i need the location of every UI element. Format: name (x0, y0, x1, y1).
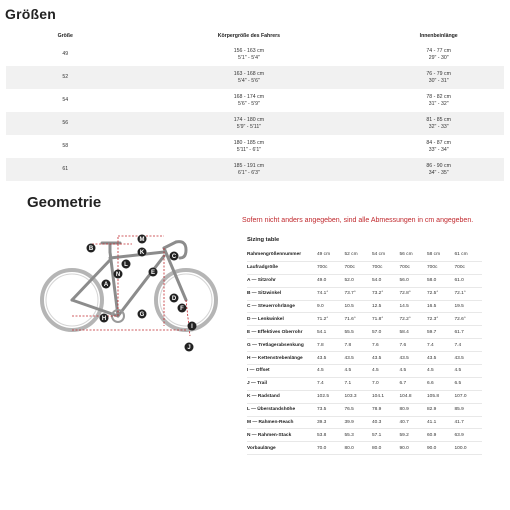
geometry-row (247, 339, 482, 352)
geometry-value: 43.5 (427, 352, 455, 365)
inseam (373, 43, 504, 66)
size-value: 58 (62, 143, 69, 149)
geometry-value: 80.0 (372, 442, 400, 455)
geometry-row (247, 429, 482, 442)
geometry-value: 9.0 (317, 300, 345, 313)
size-value: 52 (62, 74, 69, 80)
geometry-value: 7.4 (317, 377, 345, 390)
geometry-value: 4.5 (400, 365, 428, 378)
inseam-cm: 86 - 90 cm (426, 162, 451, 169)
geometry-value: 40.3 (372, 416, 400, 429)
geometry-table (247, 249, 482, 455)
diagram-label-j: J (187, 345, 191, 352)
rider-height (125, 89, 374, 112)
geometry-value: 74.1° (317, 287, 345, 300)
geometry-value: 10.5 (345, 300, 373, 313)
sizes-header-row (6, 29, 504, 43)
geometry-value: 73.2° (372, 287, 400, 300)
height-cm: 163 - 168 cm (233, 70, 265, 77)
geometry-value: 49.0 (317, 274, 345, 287)
geometry-row (247, 287, 482, 300)
diagram-label-k: K (139, 250, 145, 257)
geometry-value: 54.0 (372, 274, 400, 287)
geometry-value: 52.0 (345, 274, 373, 287)
geometry-row-label: L — Überstandshöhe (247, 403, 317, 416)
diagram-label-c: C (171, 254, 177, 261)
geometry-value: 54.1 (317, 326, 345, 339)
geometry-row (247, 352, 482, 365)
geometry-value: 41.1 (427, 416, 455, 429)
geometry-row-label: B — Sitzwinkel (247, 287, 317, 300)
geometry-row-label: M — Rahmen-Reach (247, 416, 317, 429)
size-value: 49 (62, 51, 69, 57)
geometry-value: 90.0 (427, 442, 455, 455)
geometry-value: 85.9 (455, 403, 483, 416)
inseam-cm: 74 - 77 cm (426, 47, 451, 54)
geometry-value: 73.7° (345, 287, 373, 300)
geometry-row (247, 390, 482, 403)
units-note: Sofern nicht anders angegeben, sind alle Abmessungen in cm angegeben. (242, 217, 474, 224)
inseam-in: 34" - 35" (428, 169, 449, 176)
geometry-value: 7.8 (317, 339, 345, 352)
rider-height (125, 135, 374, 158)
geometry-row-label: I — Offset (247, 365, 317, 378)
geometry-value: 61 cm (455, 249, 483, 261)
geometry-value: 43.5 (345, 352, 373, 365)
diagram-label-m: M (139, 237, 145, 244)
geometry-value: 72.3° (427, 313, 455, 326)
height-ft: 5'9" - 5'11" (236, 123, 262, 130)
geometry-value: 103.3 (345, 390, 373, 403)
geometry-value: 4.5 (345, 365, 373, 378)
geometry-value: 72.2° (400, 313, 428, 326)
inseam-in: 31" - 32" (428, 100, 449, 107)
geometry-value: 7.6 (372, 339, 400, 352)
geometry-value: 7.8 (345, 339, 373, 352)
geometry-value: 7.6 (400, 339, 428, 352)
geometry-row (247, 377, 482, 390)
geometry-value: 104.8 (400, 390, 428, 403)
sizes-row (6, 158, 504, 181)
geometry-value: 40.7 (400, 416, 428, 429)
sizing-table-title: Sizing table (247, 237, 280, 243)
size-value: 61 (62, 166, 69, 172)
geometry-row (247, 249, 482, 261)
height-ft: 5'1" - 5'4" (237, 54, 260, 61)
diagram-label-n: N (115, 272, 121, 279)
geometry-value: 54 cm (372, 249, 400, 261)
geometry-value: 39.3 (317, 416, 345, 429)
geometry-row (247, 274, 482, 287)
height-cm: 180 - 185 cm (233, 139, 265, 146)
height-cm: 185 - 191 cm (233, 162, 265, 169)
geometry-value: 59.2 (400, 429, 428, 442)
inseam-cm: 76 - 79 cm (426, 70, 451, 77)
height-cm: 174 - 180 cm (233, 116, 265, 123)
geometry-value: 71.8° (372, 313, 400, 326)
height-ft: 5'6" - 5'9" (237, 100, 260, 107)
sizes-row (6, 112, 504, 135)
geometry-value: 43.5 (317, 352, 345, 365)
geometry-value: 107.0 (455, 390, 483, 403)
geometry-row (247, 326, 482, 339)
geometry-value: 43.5 (400, 352, 428, 365)
diagram-label-f: F (180, 306, 184, 313)
diagram-label-l: L (124, 262, 128, 269)
size-value: 56 (62, 120, 69, 126)
sizes-row (6, 43, 504, 66)
height-ft: 6'1" - 6'3" (237, 169, 260, 176)
rider-height (125, 158, 374, 181)
inseam-in: 29" - 30" (428, 54, 449, 61)
sizes-row (6, 89, 504, 112)
height-cm: 168 - 174 cm (233, 93, 265, 100)
geometry-value: 700c (427, 261, 455, 274)
geometry-value: 55.3 (345, 429, 373, 442)
geometry-value: 80.9 (400, 403, 428, 416)
header-size: Größe (57, 33, 73, 39)
inseam-cm: 84 - 87 cm (426, 139, 451, 146)
geometry-row-label: A — Sitzrohr (247, 274, 317, 287)
geometry-value: 4.5 (372, 365, 400, 378)
geometry-value: 61.0 (455, 274, 483, 287)
geometry-value: 57.0 (372, 326, 400, 339)
geometry-row (247, 442, 482, 455)
diagram-label-e: E (150, 270, 156, 277)
geometry-value: 7.4 (455, 339, 483, 352)
geometry-value: 700c (345, 261, 373, 274)
geometry-row-label: G — Tretlagerabsenkung (247, 339, 317, 352)
geometry-value: 56.0 (400, 274, 428, 287)
geometry-value: 700c (317, 261, 345, 274)
sizes-row (6, 135, 504, 158)
inseam (373, 66, 504, 89)
geometry-row (247, 416, 482, 429)
geometry-value: 7.0 (372, 377, 400, 390)
geometry-value: 71.2° (317, 313, 345, 326)
geometry-value: 82.9 (427, 403, 455, 416)
rider-height (125, 43, 374, 66)
geometry-value: 39.9 (345, 416, 373, 429)
geometry-row-label: N — Rahmen-Stack (247, 429, 317, 442)
inseam-cm: 78 - 82 cm (426, 93, 451, 100)
geometry-value: 76.5 (345, 403, 373, 416)
geometry-row-label: Laufradgröße (247, 261, 317, 274)
diagram-label-b: B (88, 246, 94, 253)
header-rider-height: Körpergröße des Fahrers (217, 33, 281, 39)
geometry-value: 14.5 (400, 300, 428, 313)
inseam (373, 158, 504, 181)
sizes-row (6, 66, 504, 89)
geometry-value: 700c (455, 261, 483, 274)
inseam (373, 135, 504, 158)
geometry-row (247, 403, 482, 416)
geometry-row-label: Vorbaulänge (247, 442, 317, 455)
diagram-label-a: A (103, 282, 109, 289)
geometry-value: 78.9 (372, 403, 400, 416)
diagram-label-g: G (139, 312, 145, 319)
geometry-value: 4.5 (455, 365, 483, 378)
size-value: 54 (62, 97, 69, 103)
geometry-value: 57.1 (372, 429, 400, 442)
geometry-value: 7.4 (427, 339, 455, 352)
inseam (373, 112, 504, 135)
geometry-value: 12.5 (372, 300, 400, 313)
geometry-value: 61.7 (455, 326, 483, 339)
geometry-value: 90.0 (400, 442, 428, 455)
geometry-value: 700c (372, 261, 400, 274)
rider-height (125, 66, 374, 89)
geometry-value: 100.0 (455, 442, 483, 455)
geometry-value: 52 cm (345, 249, 373, 261)
geometry-row (247, 261, 482, 274)
diagram-label-d: D (171, 296, 177, 303)
sizes-title: Größen (5, 6, 56, 22)
header-inseam: Innenbeinlänge (419, 33, 458, 39)
rider-height (125, 112, 374, 135)
height-ft: 5'11" - 6'1" (236, 146, 262, 153)
diagram-label-h: H (101, 316, 107, 323)
geometry-value: 59.7 (427, 326, 455, 339)
inseam-in: 33" - 34" (428, 146, 449, 153)
geometry-value: 63.9 (455, 429, 483, 442)
geometry-value: 56 cm (400, 249, 428, 261)
geometry-value: 58.0 (427, 274, 455, 287)
geometry-value: 105.8 (427, 390, 455, 403)
geometry-row-label: J — Trail (247, 377, 317, 390)
geometry-value: 43.5 (455, 352, 483, 365)
geometry-value: 43.5 (372, 352, 400, 365)
geometry-value: 102.5 (317, 390, 345, 403)
sizes-table (6, 29, 504, 181)
geometry-row-label: C — Steuerrohrlänge (247, 300, 317, 313)
geometry-value: 7.1 (345, 377, 373, 390)
geometry-value: 60.9 (427, 429, 455, 442)
height-cm: 156 - 163 cm (233, 47, 265, 54)
geometry-value: 72.6° (455, 313, 483, 326)
diagram-label-i: I (191, 324, 193, 331)
geometry-row (247, 313, 482, 326)
geometry-value: 72.8° (400, 287, 428, 300)
geometry-value: 41.7 (455, 416, 483, 429)
geometry-value: 70.0 (317, 442, 345, 455)
geometry-title: Geometrie (27, 194, 102, 211)
geometry-value: 72.1° (455, 287, 483, 300)
inseam-cm: 81 - 85 cm (426, 116, 451, 123)
geometry-value: 19.5 (455, 300, 483, 313)
geometry-value: 49 cm (317, 249, 345, 261)
geometry-value: 6.6 (427, 377, 455, 390)
geometry-value: 700c (400, 261, 428, 274)
height-ft: 5'4" - 5'6" (237, 77, 260, 84)
geometry-value: 6.5 (455, 377, 483, 390)
geometry-value: 104.1 (372, 390, 400, 403)
inseam-in: 30" - 31" (428, 77, 449, 84)
geometry-value: 4.5 (427, 365, 455, 378)
geometry-value: 72.5° (427, 287, 455, 300)
bike-geometry-diagram (34, 226, 224, 356)
geometry-value: 53.8 (317, 429, 345, 442)
geometry-value: 16.5 (427, 300, 455, 313)
geometry-value: 6.7 (400, 377, 428, 390)
geometry-value: 71.6° (345, 313, 373, 326)
geometry-value: 73.5 (317, 403, 345, 416)
inseam-in: 32" - 33" (428, 123, 449, 130)
bike-frame (72, 242, 186, 319)
geometry-row-label: D — Lenkwinkel (247, 313, 317, 326)
geometry-value: 58 cm (427, 249, 455, 261)
geometry-value: 55.5 (345, 326, 373, 339)
geometry-value: 80.0 (345, 442, 373, 455)
geometry-row-label: Rahmengrößennummer (247, 249, 317, 261)
geometry-row-label: K — Radstand (247, 390, 317, 403)
inseam (373, 89, 504, 112)
geometry-row (247, 300, 482, 313)
geometry-row-label: E — Effektives Oberrohr (247, 326, 317, 339)
geometry-row (247, 365, 482, 378)
geometry-row-label: H — Kettenstrebenlänge (247, 352, 317, 365)
geometry-value: 4.5 (317, 365, 345, 378)
geometry-value: 58.4 (400, 326, 428, 339)
